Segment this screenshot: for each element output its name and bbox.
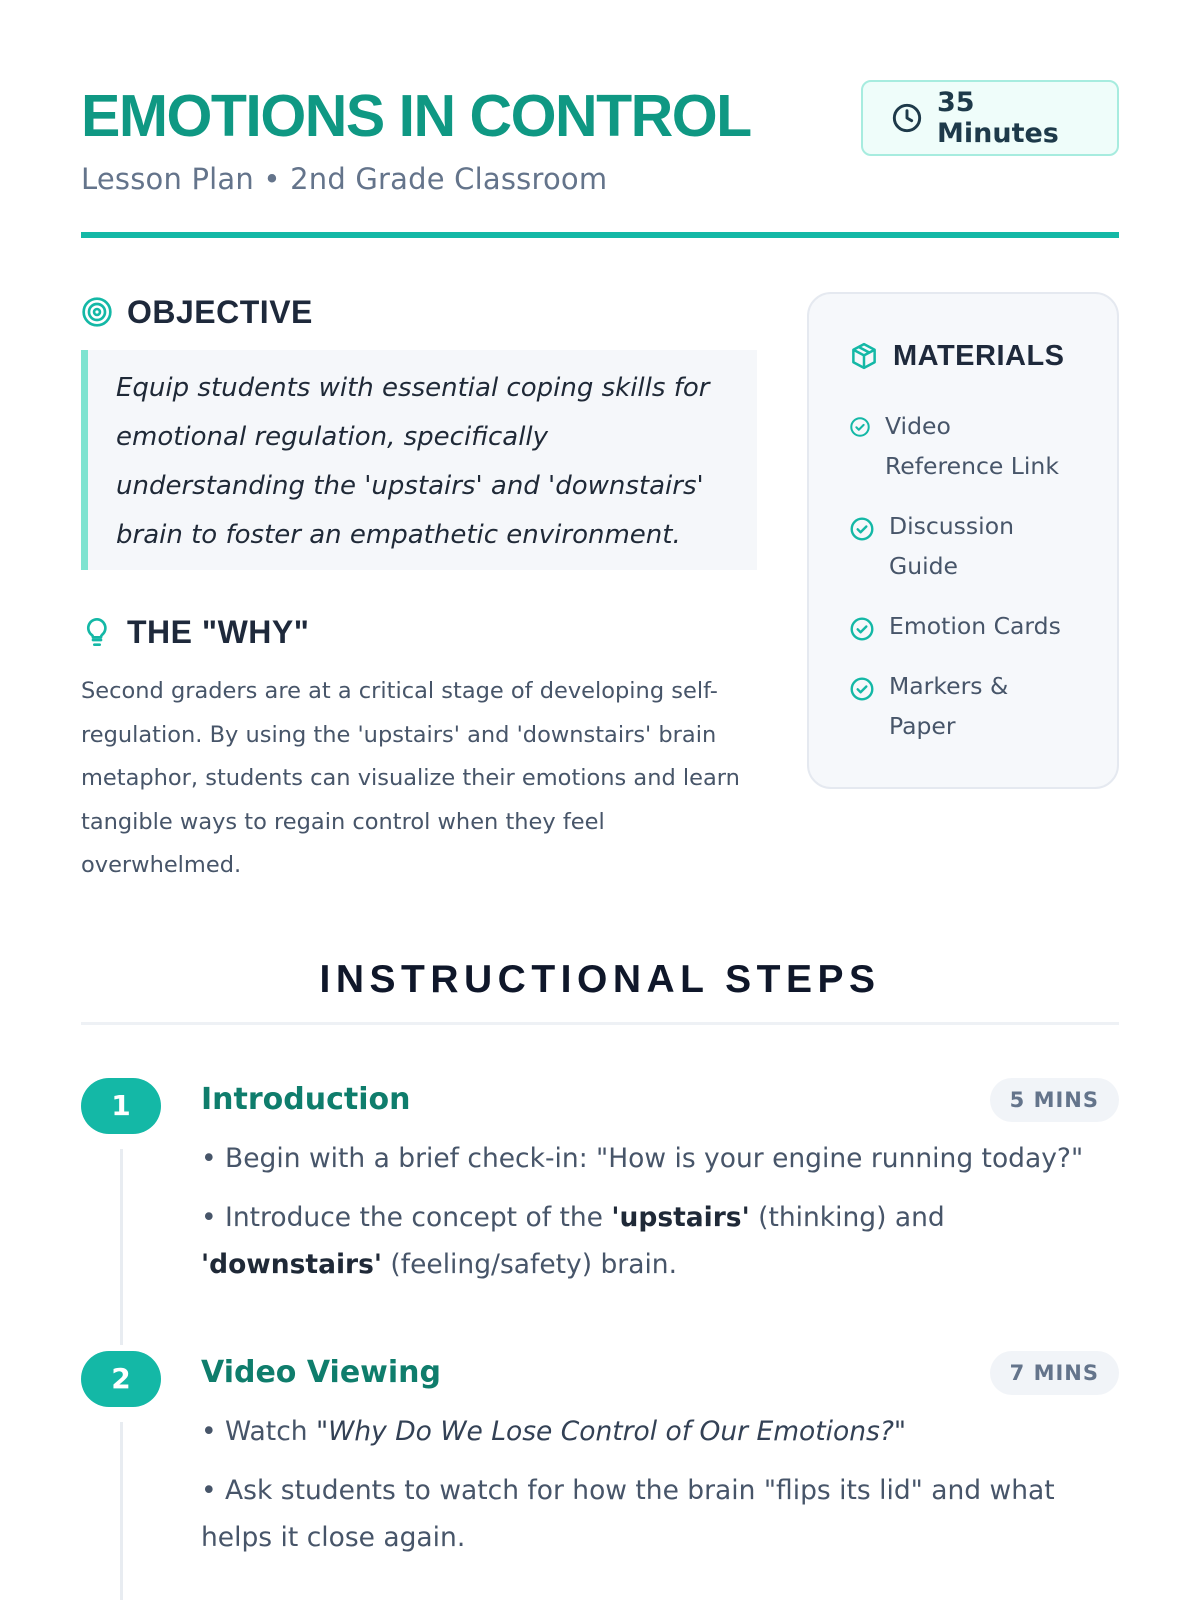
materials-card bbox=[807, 292, 1119, 789]
page-subtitle: Lesson Plan • 2nd Grade Classroom bbox=[81, 162, 608, 196]
step-2 bbox=[81, 1350, 1119, 1573]
step-duration-badge: 5 MINS bbox=[990, 1078, 1119, 1122]
list-item bbox=[849, 606, 1097, 646]
check-circle-icon bbox=[849, 676, 875, 702]
materials-heading bbox=[849, 336, 1097, 376]
step-rail bbox=[81, 1350, 201, 1573]
bullet-bold-term: 'upstairs' bbox=[611, 1201, 750, 1233]
duration-badge bbox=[861, 80, 1119, 156]
overview-left-column bbox=[81, 292, 757, 888]
materials-heading-label: MATERIALS bbox=[893, 339, 1065, 372]
bullet-text: (thinking) and bbox=[749, 1201, 945, 1233]
step-bullet: • Ask students to watch for how the brain "flips its lid" and what helps it close again. bbox=[201, 1474, 1055, 1553]
objective-heading bbox=[81, 292, 757, 332]
step-body bbox=[201, 1350, 1119, 1573]
step-header bbox=[201, 1077, 1119, 1123]
step-header bbox=[201, 1350, 1119, 1396]
step-body bbox=[201, 1077, 1119, 1300]
lesson-header bbox=[81, 80, 1119, 238]
step-title: Video Viewing bbox=[201, 1355, 441, 1390]
check-circle-icon bbox=[849, 416, 871, 438]
instructional-steps-heading: INSTRUCTIONAL STEPS bbox=[81, 958, 1119, 1025]
duration-label: 35 Minutes bbox=[937, 87, 1059, 149]
list-item bbox=[849, 506, 1097, 586]
step-connector-line bbox=[120, 1149, 123, 1345]
step-bullet bbox=[201, 1408, 1119, 1455]
step-bullet bbox=[201, 1194, 1119, 1288]
objective-heading-label: OBJECTIVE bbox=[127, 293, 313, 330]
why-heading bbox=[81, 612, 757, 652]
check-circle-icon bbox=[849, 616, 875, 642]
bullet-text: (feeling/safety) brain. bbox=[382, 1248, 678, 1280]
step-connector-line bbox=[120, 1422, 123, 1600]
overview-section bbox=[81, 292, 1119, 888]
bullet-bold-term: 'downstairs' bbox=[201, 1248, 382, 1280]
step-bullet: • Begin with a brief check-in: "How is your engine running today?" bbox=[201, 1142, 1084, 1174]
step-1 bbox=[81, 1077, 1119, 1300]
why-text: Second graders are at a critical stage of developing self-regulation. By using the 'upstairs' and 'downstairs' brain metaphor, students can visualize their emotions and learn tangible ways to regain control when they feel overwhelmed. bbox=[81, 678, 740, 878]
step-rail bbox=[81, 1077, 201, 1300]
material-label: Discussion Guide bbox=[889, 512, 1014, 580]
materials-list bbox=[849, 406, 1097, 746]
lightbulb-icon bbox=[81, 616, 113, 648]
video-title: "Why Do We Lose Control of Our Emotions?" bbox=[315, 1415, 907, 1447]
clock-icon bbox=[891, 102, 923, 134]
box-icon bbox=[849, 341, 879, 371]
step-duration-badge: 7 MINS bbox=[990, 1351, 1119, 1395]
why-heading-label: THE "WHY" bbox=[127, 613, 310, 650]
step-title: Introduction bbox=[201, 1082, 411, 1117]
title-group bbox=[81, 80, 751, 196]
step-bullets bbox=[201, 1408, 1119, 1561]
material-label: Emotion Cards bbox=[889, 612, 1061, 640]
check-circle-icon bbox=[849, 516, 875, 542]
step-number-badge: 2 bbox=[81, 1351, 161, 1407]
target-icon bbox=[81, 296, 113, 328]
material-label: Video Reference Link bbox=[885, 412, 1059, 480]
objective-text: Equip students with essential coping skills for emotional regulation, specifically understanding the 'upstairs' and 'downstairs' brain to foster an empathetic environment. bbox=[81, 350, 757, 570]
material-label: Markers & Paper bbox=[889, 672, 1009, 740]
list-item bbox=[849, 666, 1097, 746]
bullet-text: • Watch bbox=[201, 1415, 316, 1447]
page-title: EMOTIONS IN CONTROL bbox=[81, 83, 751, 149]
list-item bbox=[849, 406, 1097, 486]
bullet-text: • Introduce the concept of the bbox=[201, 1201, 612, 1233]
step-bullets bbox=[201, 1135, 1119, 1288]
step-number-badge: 1 bbox=[81, 1078, 161, 1134]
